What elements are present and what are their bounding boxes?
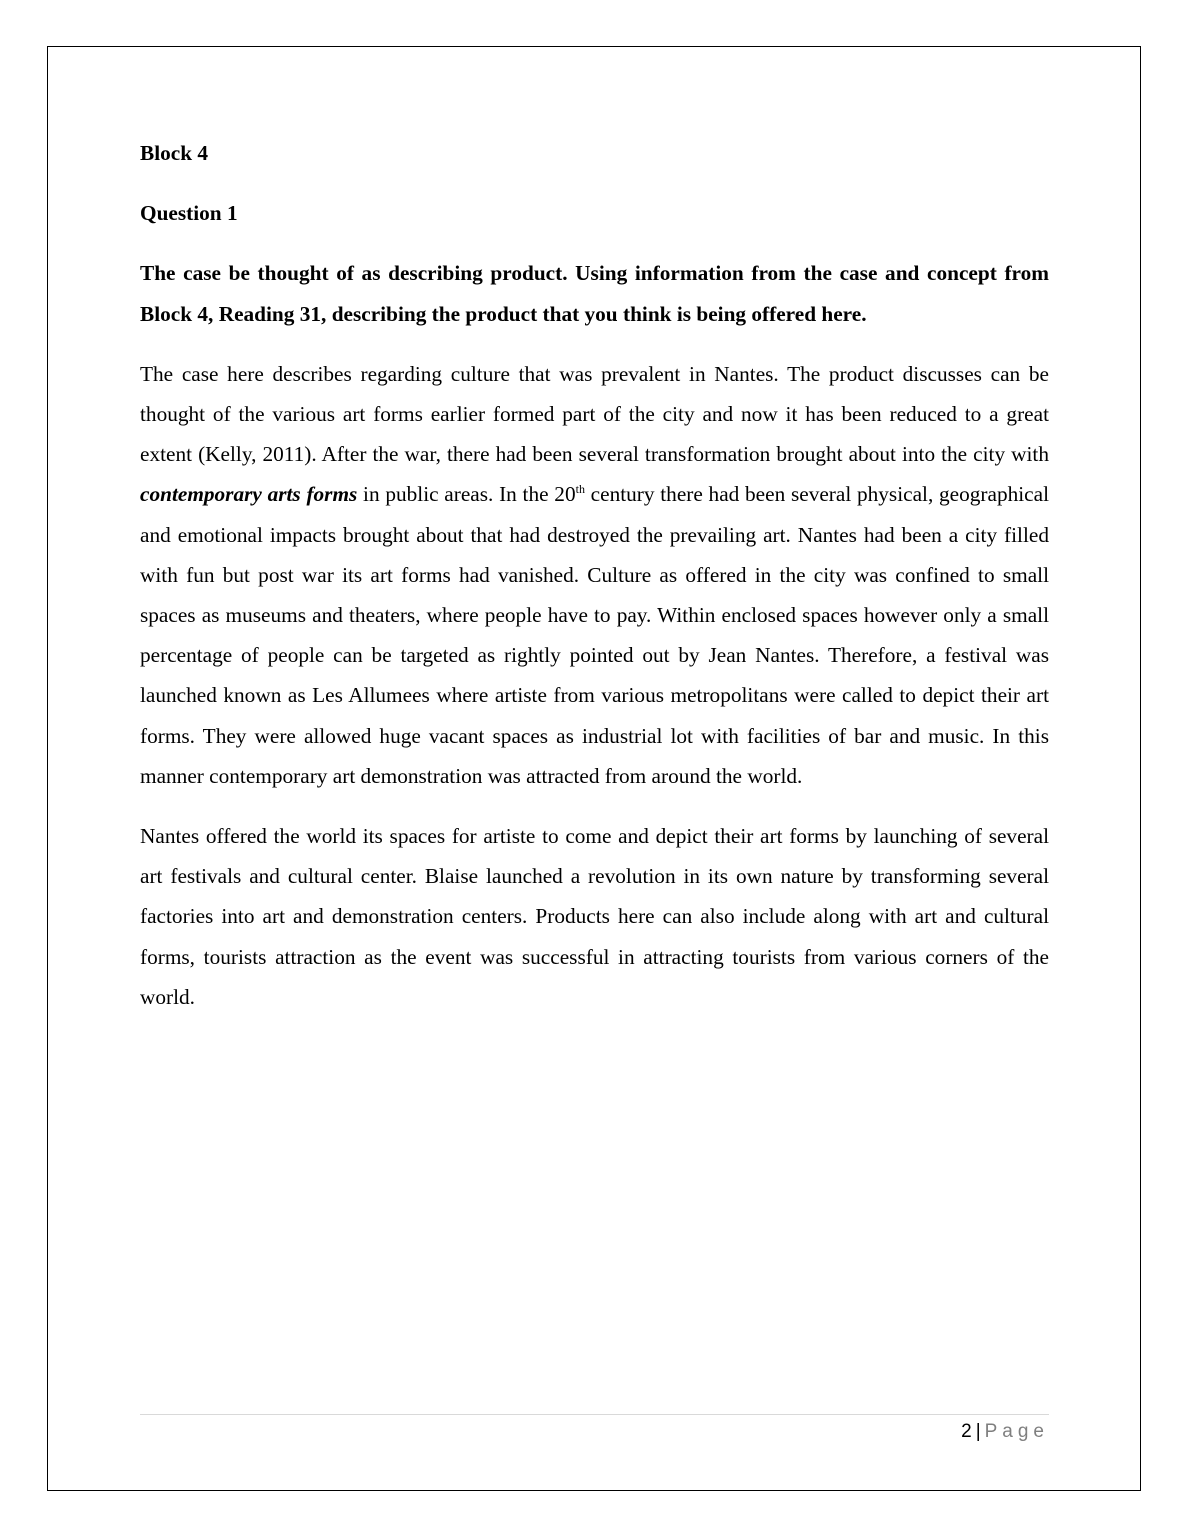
page-footer <box>961 1418 1049 1446</box>
emphasis-text: contemporary arts forms <box>140 482 358 507</box>
footer-divider <box>140 1414 1049 1415</box>
question-heading: Question 1 <box>140 201 238 226</box>
document-body <box>140 133 1049 1037</box>
page-label: Page <box>984 1421 1049 1442</box>
superscript-text: th <box>575 482 585 497</box>
answer-paragraph-1 <box>140 354 1049 796</box>
paragraph-text: century there had been several physical, geographical and emotional impacts brought about that had destroyed the prevailing art. Nantes had been a city filled with fun but post war its art forms had vanished. Culture as offered in the city was confined to small spaces as museums and theaters, where people have to pay. Within enclosed spaces however only a small percentage of people can be targeted as rightly pointed out by Jean Nantes. Therefore, a festival was launched known as Les Allumees where artiste from various metropolitans were called to depict their art forms. They were allowed huge vacant spaces as industrial lot with facilities of bar and music. In this manner contemporary art demonstration was attracted from around the world. <box>140 482 1049 788</box>
paragraph-text: The case here describes regarding culture that was prevalent in Nantes. The product discusses can be thought of the various art forms earlier formed part of the city and now it has been reduced to a great extent (Kelly, 2011). After the war, there had been several transformation brought about into the city with <box>140 361 1049 467</box>
question-text: The case be thought of as describing product. Using information from the case and concept from Block 4, Reading 31, describing the product that you think is being offered here. <box>140 261 1049 326</box>
footer-separator: | <box>975 1421 981 1442</box>
page-number: 2 <box>961 1421 972 1442</box>
block-heading: Block 4 <box>140 141 209 165</box>
answer-paragraph-2: Nantes offered the world its spaces for artiste to come and depict their art forms by launching of several art festivals and cultural center. Blaise launched a revolution in its own nature by transforming several factories into art and demonstration centers. Products here can also include along with art and cultural forms, tourists attraction as the event was successful in attracting tourists from various corners of the world. <box>140 824 1049 1009</box>
paragraph-text: in public areas. In the 20 <box>357 482 576 507</box>
